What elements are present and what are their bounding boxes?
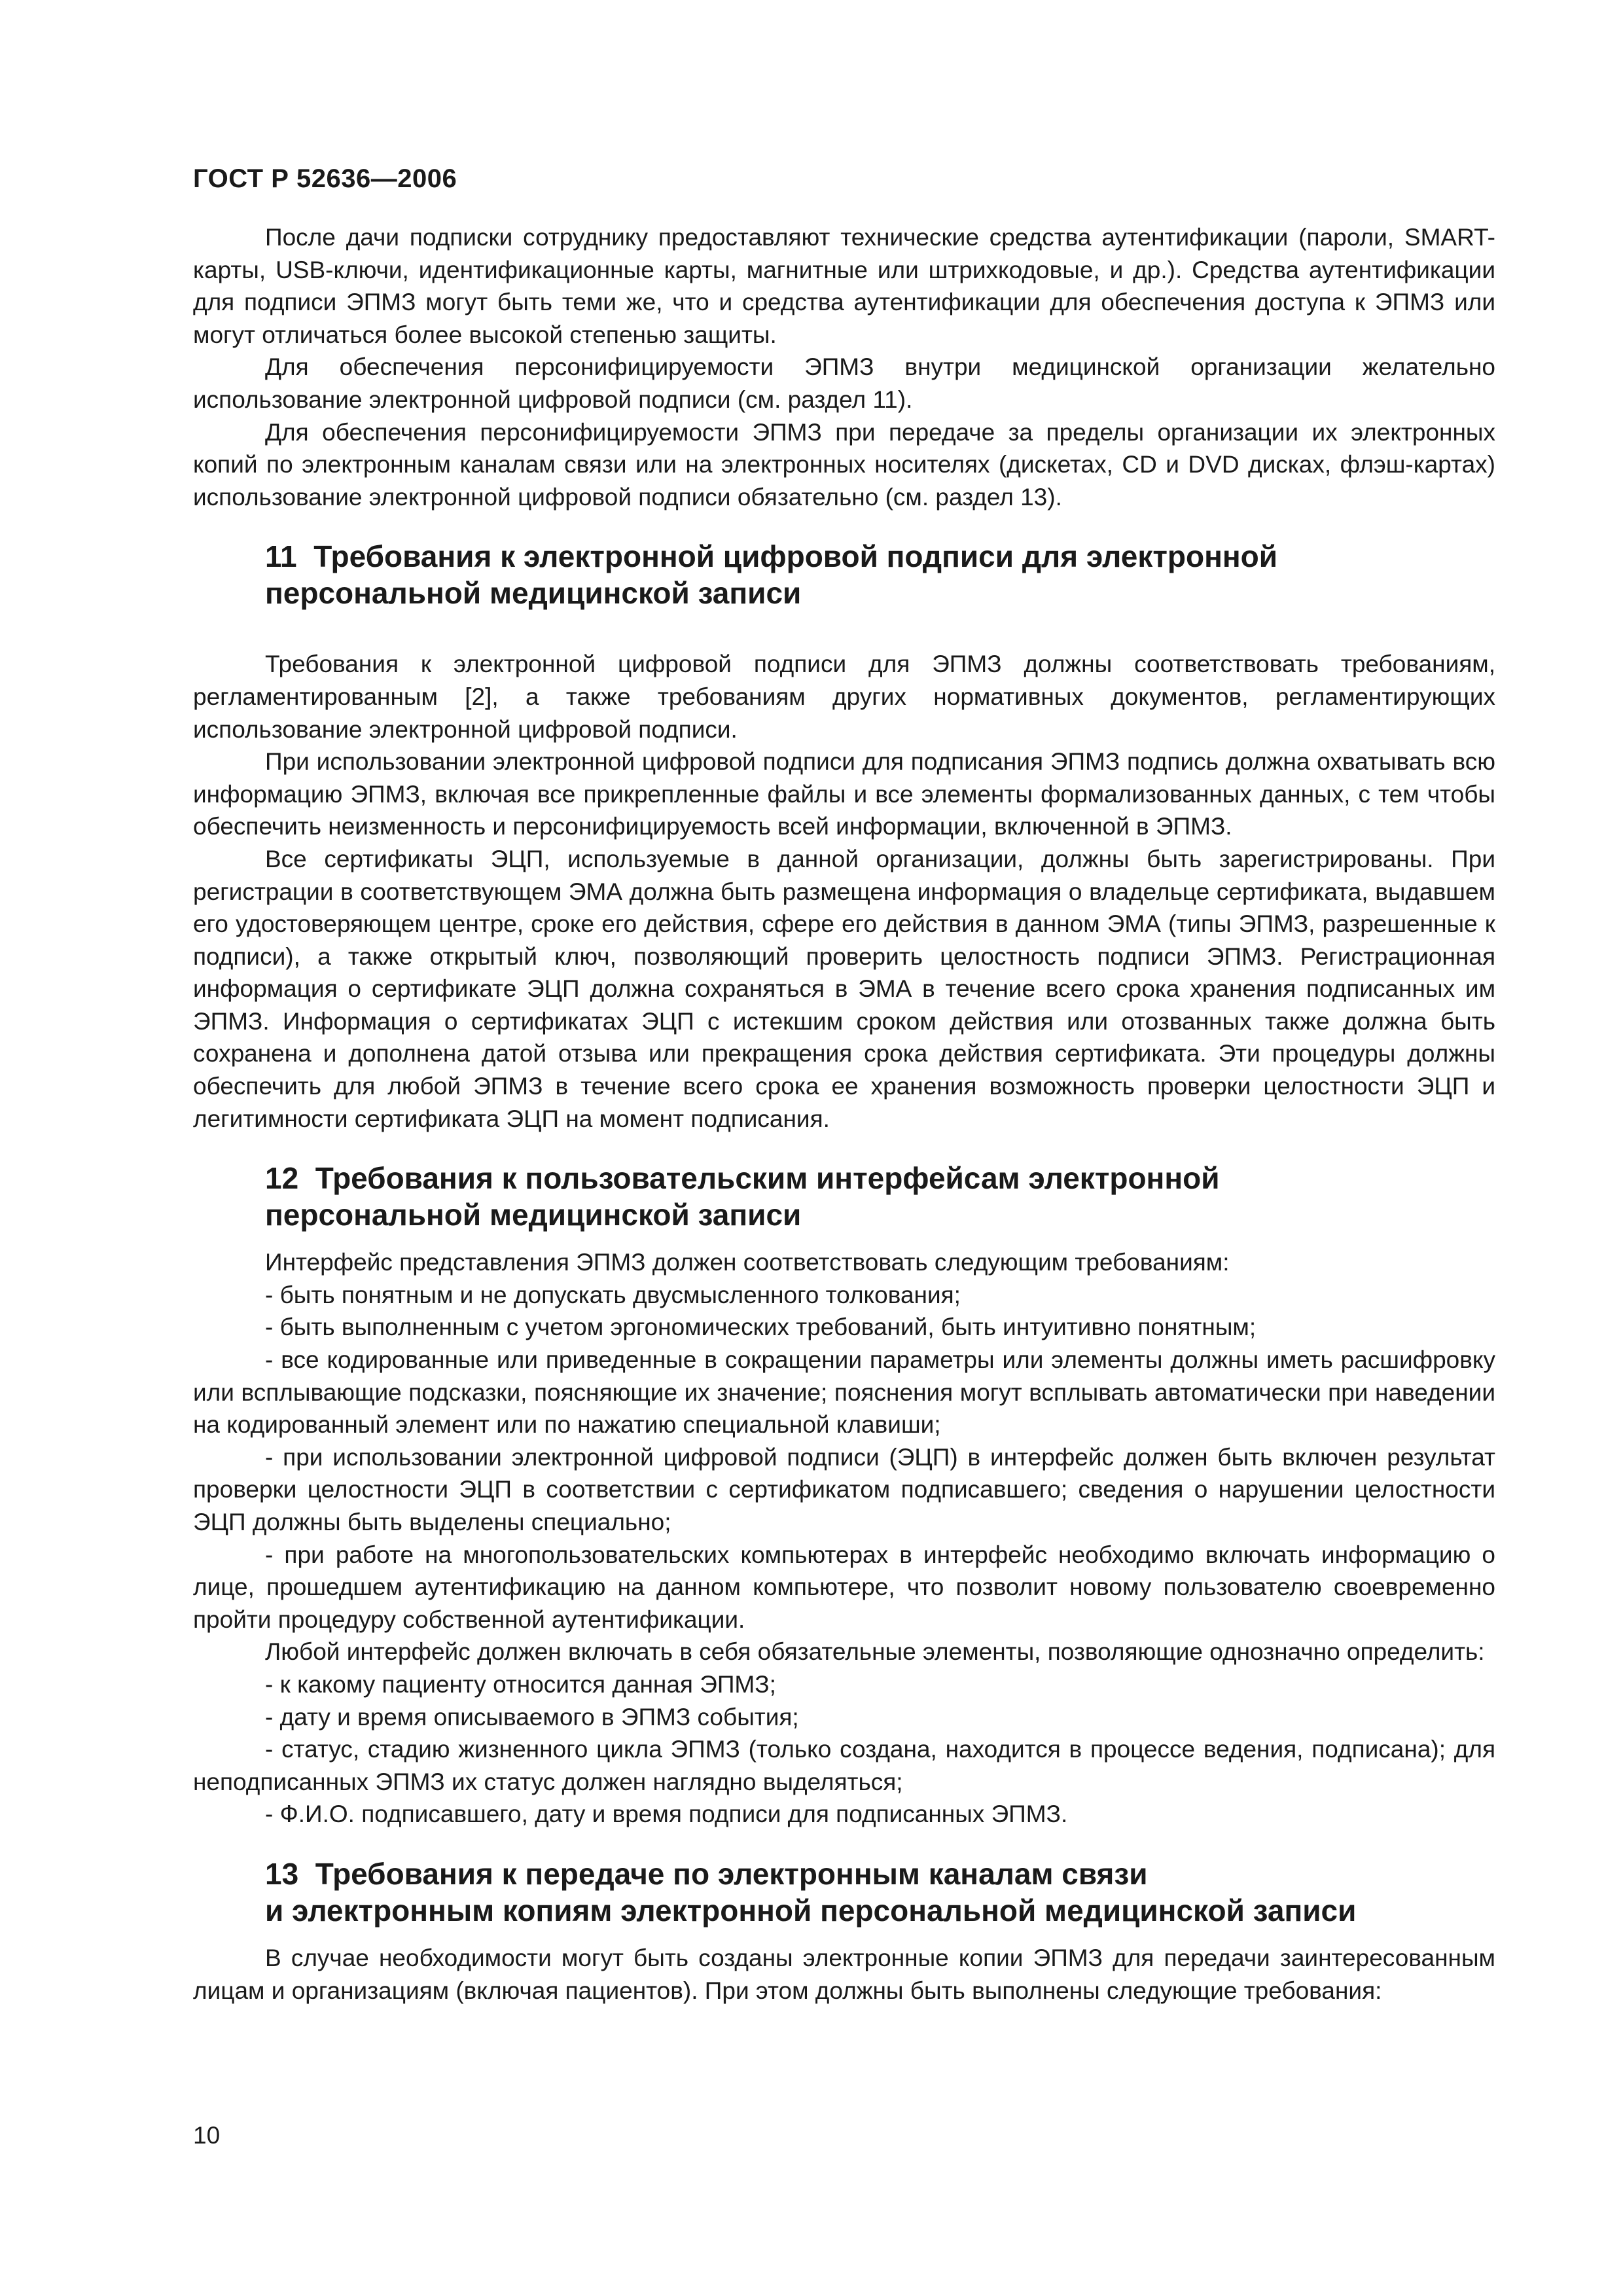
paragraph: Интерфейс представления ЭПМЗ должен соответствовать следующим требованиям: [265,1249,1230,1276]
section-title-line: персональной медицинской записи [265,1198,802,1232]
list-item: - при работе на многопользовательских компьютерах в интерфейс необходимо включать информацию о лице, прошедшем аутентификацию на данном компьютере, что позволит новому пользователю своевременно пройти процедуру собственной аутентификации. [193,1541,1495,1633]
list-item: - при использовании электронной цифровой подписи (ЭЦП) в интерфейс должен быть включен результат проверки целостности ЭЦП в соответствии с сертификатом подписавшего; сведения о нарушении целостности ЭЦП должны быть выделены специально; [193,1443,1495,1535]
list-item: - быть понятным и не допускать двусмысленного толкования; [265,1281,961,1308]
section-title-line: Требования к пользовательским интерфейсам электронной [315,1161,1220,1196]
section-title-line: Требования к передаче по электронным каналам связи [315,1856,1148,1891]
page-number: 10 [193,2122,221,2149]
document-page [193,162,1495,2007]
section-title-line: Требования к электронной цифровой подписи для электронной [313,539,1278,574]
paragraph: Для обеспечения персонифицируемости ЭПМЗ при передаче за пределы организации их электронных копий по электронным каналам связи или на электронных носителях (дискетах, CD и DVD дисках, флэш-картах) использование электронной цифровой подписи обязательно (см. раздел 13). [193,418,1495,511]
list-item: - быть выполненным с учетом эргономических требований, быть интуитивно понятным; [265,1314,1257,1341]
intro-block [193,221,1495,513]
section-12-body [193,1246,1495,1831]
document-header: ГОСТ Р 52636—2006 [193,164,457,193]
section-13-heading [193,1856,1495,1929]
list-item: - Ф.И.О. подписавшего, дату и время подписи для подписанных ЭПМЗ. [265,1801,1068,1828]
section-title-line: и электронным копиям электронной персональной медицинской записи [265,1893,1357,1928]
list-item: - дату и время описываемого в ЭПМЗ события; [265,1703,799,1731]
list-item: - статус, стадию жизненного цикла ЭПМЗ (только создана, находится в процессе ведения, подписана); для неподписанных ЭПМЗ их статус должен наглядно выделяться; [193,1736,1495,1795]
section-number: 11 [265,539,297,574]
paragraph: После дачи подписки сотруднику предоставляют технические средства аутентификации (пароли, SMART-карты, USB-ключи, идентификационные карты, магнитные или штрихкодовые, и др.). Средства аутентификации для подписи ЭПМЗ могут быть теми же, что и средства аутентификации для обеспечения доступа к ЭПМЗ или могут отличаться более высокой степенью защиты. [193,224,1495,348]
section-title-line: персональной медицинской записи [265,576,802,611]
paragraph: Все сертификаты ЭЦП, используемые в данной организации, должны быть зарегистрированы. При регистрации в соответствующем ЭМА должна быть размещена информация о владельце сертификата, выдавшем его удостоверяющем центре, сроке его действия, сфере его действия в данном ЭМА (типы ЭПМЗ, разрешенные к подписи), а также открытый ключ, позволяющий проверить целостность подписи ЭПМЗ. Регистрационная информация о сертификате ЭЦП должна сохраняться в ЭМА в течение всего срока хранения подписанных им ЭПМЗ. Информация о сертификатах ЭЦП с истекшим сроком действия или отозванных также должна быть сохранена и дополнена датой отзыва или прекращения срока действия сертификата. Эти процедуры должны обеспечить для любой ЭПМЗ в течение всего срока ее хранения возможность проверки целостности ЭЦП и легитимности сертификата ЭЦП на момент подписания. [193,845,1495,1132]
section-11-body [193,648,1495,1135]
paragraph: Любой интерфейс должен включать в себя обязательные элементы, позволяющие однозначно определить: [265,1638,1485,1666]
section-12-heading [193,1160,1495,1233]
paragraph: При использовании электронной цифровой подписи для подписания ЭПМЗ подпись должна охватывать всю информацию ЭПМЗ, включая все прикрепленные файлы и все элементы формализованных данных, с тем чтобы обеспечить неизменность и персонифицируемость всей информации, включенной в ЭПМЗ. [193,748,1495,840]
paragraph: Требования к электронной цифровой подписи для ЭПМЗ должны соответствовать требованиям, регламентированным [2], а также требованиям других нормативных документов, регламентирующих использование электронной цифровой подписи. [193,651,1495,743]
section-number: 13 [265,1856,299,1891]
list-item: - все кодированные или приведенные в сокращении параметры или элементы должны иметь расшифровку или всплывающие подсказки, поясняющие их значение; пояснения могут всплывать автоматически при наведении на кодированный элемент или по нажатию специальной клавиши; [193,1346,1495,1439]
section-11-heading [193,538,1495,611]
paragraph: Для обеспечения персонифицируемости ЭПМЗ внутри медицинской организации желательно использование электронной цифровой подписи (см. раздел 11). [193,353,1495,413]
section-number: 12 [265,1161,299,1196]
section-13-body [193,1942,1495,2007]
list-item: - к какому пациенту относится данная ЭПМЗ; [265,1670,776,1698]
paragraph: В случае необходимости могут быть созданы электронные копии ЭПМЗ для передачи заинтересованным лицам и организациям (включая пациентов). При этом должны быть выполнены следующие требования: [193,1944,1495,2004]
